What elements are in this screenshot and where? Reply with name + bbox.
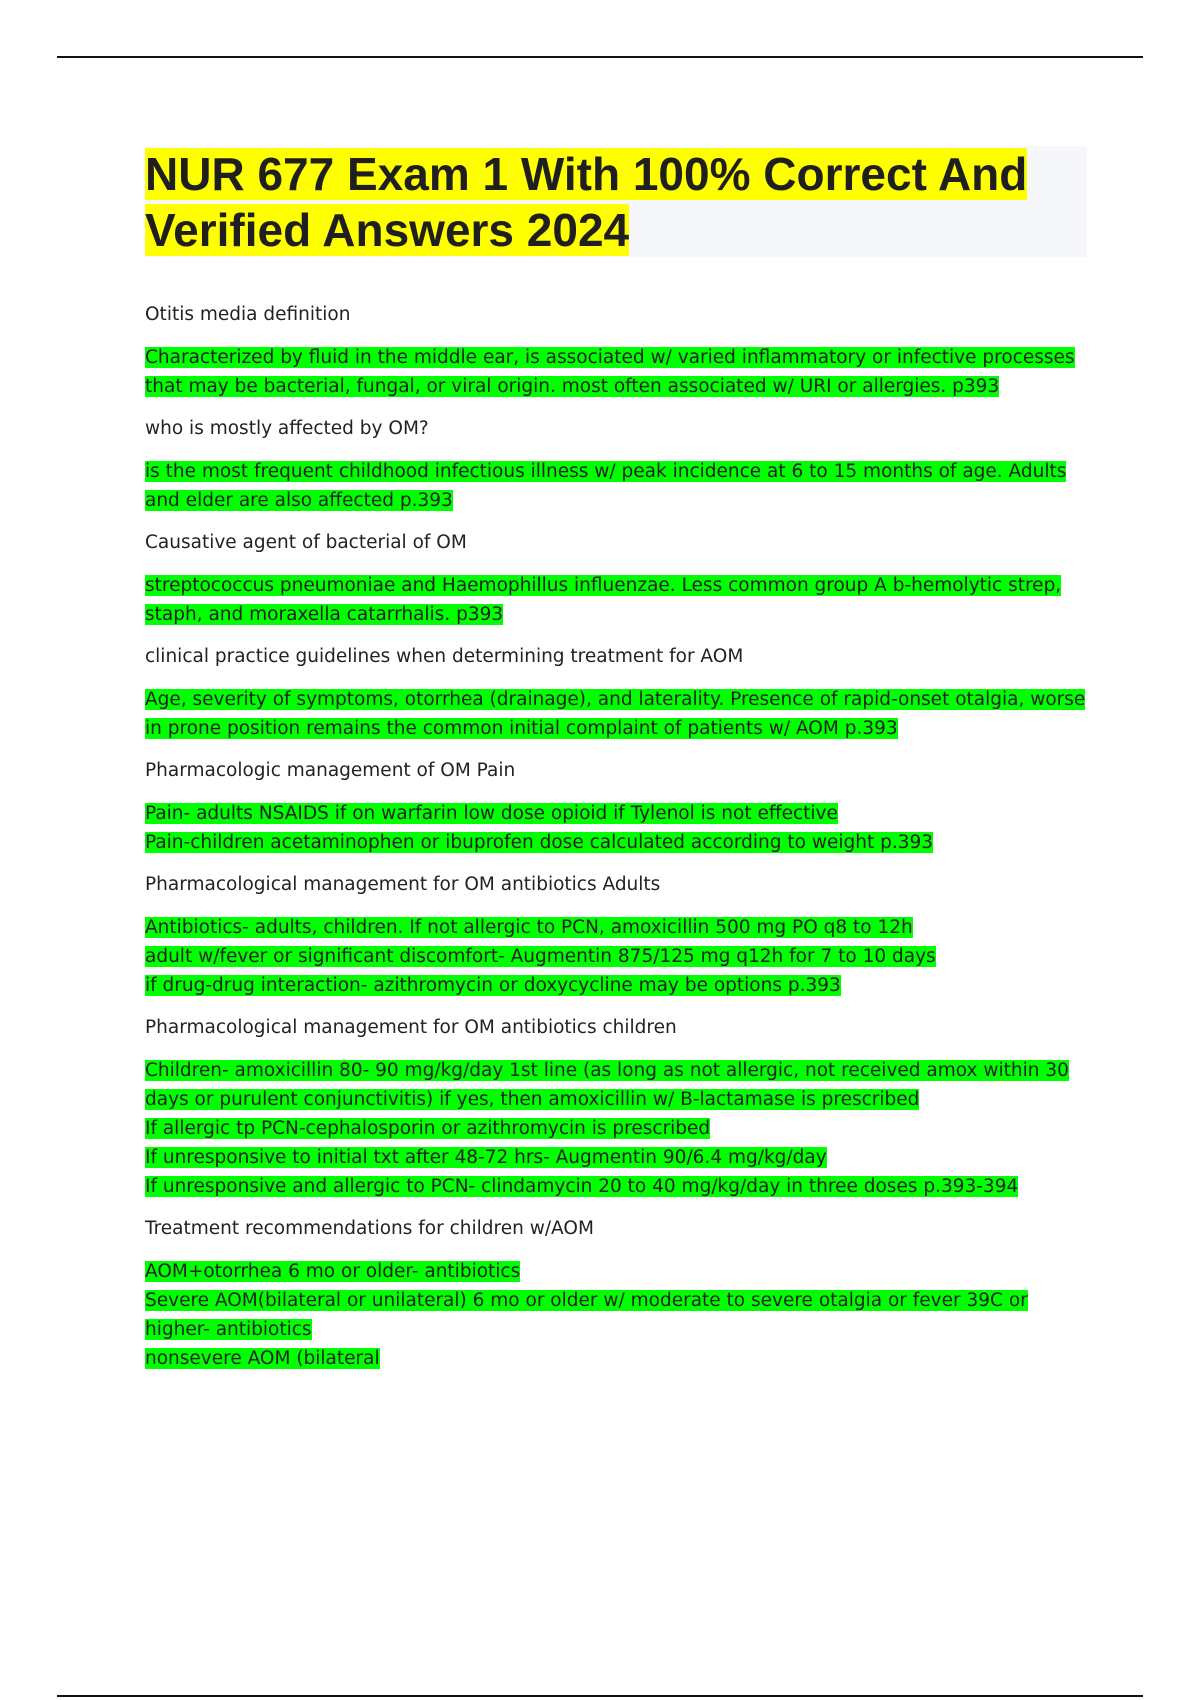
title-block bbox=[145, 146, 1087, 257]
answer bbox=[145, 571, 1095, 629]
answer-line bbox=[145, 571, 1095, 629]
top-rule bbox=[57, 56, 1143, 58]
bottom-rule bbox=[57, 1695, 1143, 1697]
answer bbox=[145, 1257, 1095, 1373]
question: Pharmacological management for OM antibiotics Adults bbox=[145, 874, 661, 895]
qa-item bbox=[145, 1013, 1095, 1201]
answer-line-text: if drug-drug interaction- azithromycin or doxycycline may be options p.393 bbox=[145, 975, 841, 996]
answer-line-text: If unresponsive to initial txt after 48-72 hrs- Augmentin 90/6.4 mg/kg/day bbox=[145, 1147, 827, 1168]
question: Causative agent of bacterial of OM bbox=[145, 532, 467, 553]
document-body bbox=[145, 300, 1095, 1386]
answer-line-text: nonsevere AOM (bilateral bbox=[145, 1348, 380, 1369]
qa-item bbox=[145, 300, 1095, 401]
answer-line bbox=[145, 1143, 1095, 1172]
answer-line bbox=[145, 828, 1095, 857]
answer-line-text: Antibiotics- adults, children. If not allergic to PCN, amoxicillin 500 mg PO q8 to 12h bbox=[145, 917, 913, 938]
answer bbox=[145, 799, 1095, 857]
qa-item bbox=[145, 756, 1095, 857]
question: Pharmacologic management of OM Pain bbox=[145, 760, 516, 781]
answer-line bbox=[145, 913, 1095, 942]
answer-line-text: Age, severity of symptoms, otorrhea (drainage), and laterality. Presence of rapid-onset otalgia, worse in prone position remains the common initial complaint of patients w/ AOM p.393 bbox=[145, 689, 1086, 739]
question: Treatment recommendations for children w/AOM bbox=[145, 1218, 594, 1239]
answer-line bbox=[145, 942, 1095, 971]
qa-item bbox=[145, 642, 1095, 743]
answer-line bbox=[145, 799, 1095, 828]
answer-line bbox=[145, 1257, 1095, 1286]
answer-line-text: Pain-children acetaminophen or ibuprofen dose calculated according to weight p.393 bbox=[145, 832, 934, 853]
document-title bbox=[145, 146, 1087, 258]
qa-item bbox=[145, 414, 1095, 515]
answer-line bbox=[145, 685, 1095, 743]
document-title-text: NUR 677 Exam 1 With 100% Correct And Verified Answers 2024 bbox=[145, 148, 1028, 256]
question: clinical practice guidelines when determining treatment for AOM bbox=[145, 646, 744, 667]
question: who is mostly affected by OM? bbox=[145, 418, 429, 439]
answer-line bbox=[145, 971, 1095, 1000]
answer-line bbox=[145, 457, 1095, 515]
qa-item bbox=[145, 870, 1095, 1000]
answer-line-text: adult w/fever or significant discomfort- Augmentin 875/125 mg q12h for 7 to 10 days bbox=[145, 946, 936, 967]
question: Otitis media definition bbox=[145, 304, 351, 325]
answer bbox=[145, 685, 1095, 743]
answer-line-text: streptococcus pneumoniae and Haemophillus influenzae. Less common group A b-hemolytic strep, staph, and moraxella catarrhalis. p393 bbox=[145, 575, 1062, 625]
answer-line bbox=[145, 1344, 1095, 1373]
answer-line-text: If unresponsive and allergic to PCN- clindamycin 20 to 40 mg/kg/day in three doses p.393-394 bbox=[145, 1176, 1019, 1197]
qa-item bbox=[145, 1214, 1095, 1373]
answer-line-text: is the most frequent childhood infectious illness w/ peak incidence at 6 to 15 months of age. Adults and elder are also affected p.393 bbox=[145, 461, 1067, 511]
answer-line bbox=[145, 1286, 1095, 1344]
answer-line-text: If allergic tp PCN-cephalosporin or azithromycin is prescribed bbox=[145, 1118, 711, 1139]
answer-line bbox=[145, 1172, 1095, 1201]
answer-line bbox=[145, 1114, 1095, 1143]
answer bbox=[145, 1056, 1095, 1201]
answer bbox=[145, 343, 1095, 401]
question: Pharmacological management for OM antibiotics children bbox=[145, 1017, 677, 1038]
answer-line bbox=[145, 343, 1095, 401]
qa-item bbox=[145, 528, 1095, 629]
answer-line-text: Severe AOM(bilateral or unilateral) 6 mo or older w/ moderate to severe otalgia or fever 39C or higher- antibiotics bbox=[145, 1290, 1028, 1340]
answer-line-text: AOM+otorrhea 6 mo or older- antibiotics bbox=[145, 1261, 521, 1282]
answer-line-text: Pain- adults NSAIDS if on warfarin low dose opioid if Tylenol is not effective bbox=[145, 803, 838, 824]
answer-line-text: Characterized by fluid in the middle ear, is associated w/ varied inflammatory or infective processes that may be bacterial, fungal, or viral origin. most often associated w/ URI or allergies. p393 bbox=[145, 347, 1075, 397]
answer-line-text: Children- amoxicillin 80- 90 mg/kg/day 1st line (as long as not allergic, not received amox within 30 days or purulent conjunctivitis) if yes, then amoxicillin w/ B-lactamase is prescribed bbox=[145, 1060, 1069, 1110]
answer bbox=[145, 457, 1095, 515]
answer-line bbox=[145, 1056, 1095, 1114]
answer bbox=[145, 913, 1095, 1000]
